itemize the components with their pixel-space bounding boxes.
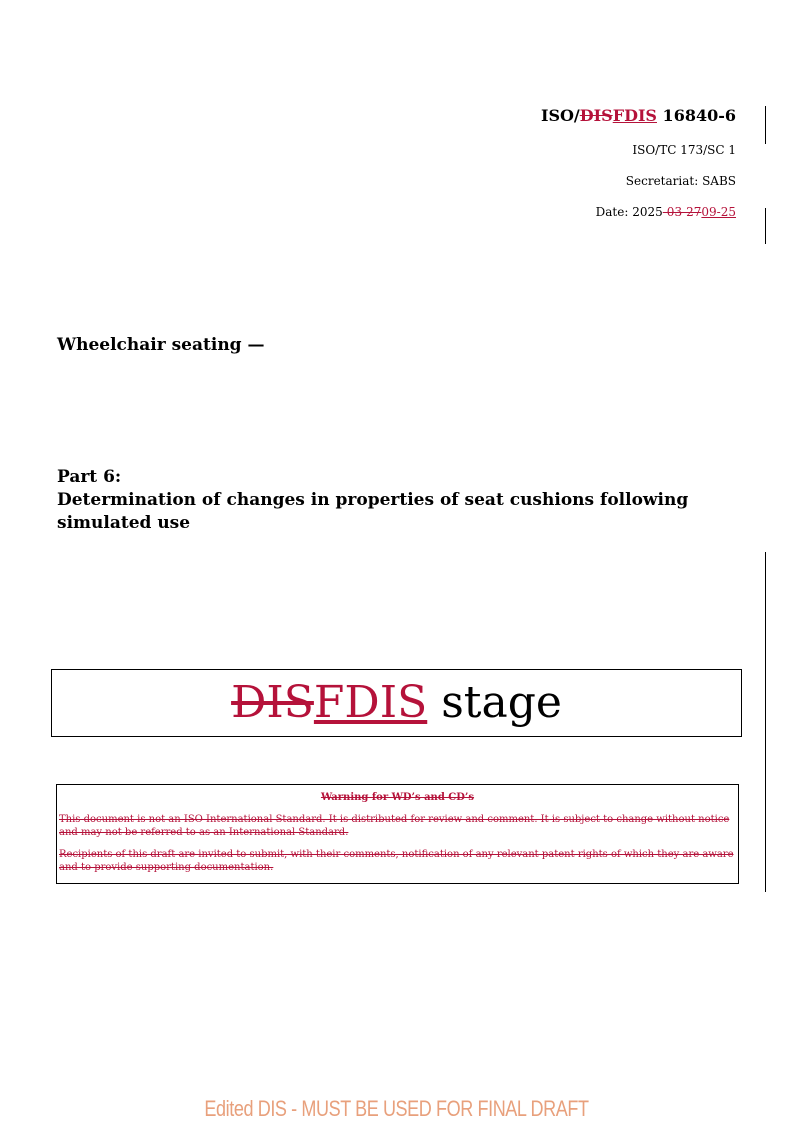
stage-box <box>51 669 742 737</box>
change-bar <box>765 106 766 144</box>
document-header <box>541 106 736 220</box>
part-title: Determination of changes in properties of seat cushions following simulated use <box>57 490 689 533</box>
document-number-prefix: ISO/ <box>540 106 580 125</box>
change-bar <box>765 552 766 892</box>
stage-deleted-text: DIS <box>231 677 314 728</box>
warning-paragraph: Recipients of this draft are invited to submit, with their comments, notification of any relevant patent rights of which they are aware and to provide supporting documentation. <box>59 849 734 873</box>
main-title: Wheelchair seating — <box>57 335 265 355</box>
footer-watermark: Edited DIS - MUST BE USED FOR FINAL DRAFT <box>204 1096 589 1121</box>
warning-title: Warning for WD’s and CD’s <box>320 792 475 803</box>
inserted-text: FDIS <box>612 106 657 125</box>
change-bar <box>765 208 766 244</box>
part-title-block <box>57 466 737 535</box>
part-label: Part 6: <box>57 467 122 487</box>
secretariat: Secretariat: SABS <box>625 174 736 188</box>
warning-box <box>56 784 739 884</box>
inserted-date: 09-25 <box>701 205 736 219</box>
committee: ISO/TC 173/SC 1 <box>632 143 736 157</box>
document-number <box>541 106 736 126</box>
document-date <box>541 204 736 220</box>
stage-label: stage <box>427 677 562 728</box>
deleted-text: DIS <box>579 106 613 125</box>
document-number-suffix: 16840-6 <box>656 106 736 125</box>
stage-inserted-text: FDIS <box>313 677 428 728</box>
date-prefix: Date: 2025 <box>595 205 663 219</box>
deleted-date: -03-27 <box>662 205 702 219</box>
warning-paragraph: This document is not an ISO International Standard. It is distributed for review and comment. It is subject to change without notice and may not be referred to as an International Standard. <box>59 814 730 838</box>
